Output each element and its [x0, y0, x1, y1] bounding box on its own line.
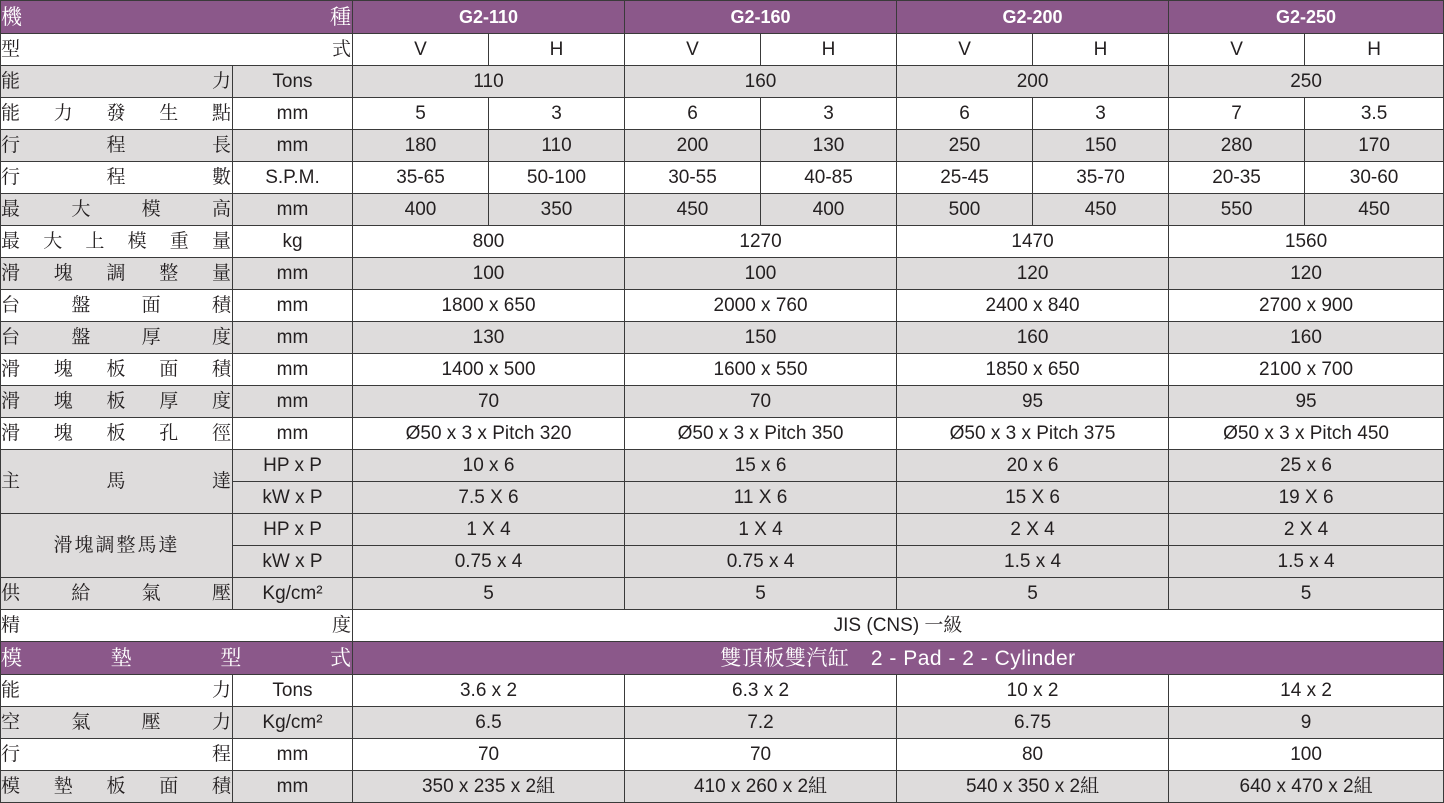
upper-die-weight-row — [1, 226, 1444, 258]
air-supply-row — [1, 578, 1444, 610]
cell: 0.75 x 4 — [625, 546, 897, 578]
cell: 2 X 4 — [1169, 514, 1444, 546]
cell: 400 — [761, 194, 897, 226]
cell: 80 — [897, 739, 1169, 771]
model-label: 機 種 — [1, 1, 353, 34]
cell: H — [489, 34, 625, 66]
row-label: 型 式 — [1, 34, 353, 66]
row-unit: mm — [233, 739, 353, 771]
cell: 5 — [1169, 578, 1444, 610]
cell: 800 — [353, 226, 625, 258]
cell: 70 — [625, 739, 897, 771]
cell: 50-100 — [489, 162, 625, 194]
bolster-area-row — [1, 290, 1444, 322]
row-unit: HP x P — [233, 514, 353, 546]
cell: 540 x 350 x 2組 — [897, 771, 1169, 803]
cell: 15 x 6 — [625, 450, 897, 482]
row-unit: mm — [233, 290, 353, 322]
cell: 6.5 — [353, 707, 625, 739]
row-unit: kW x P — [233, 482, 353, 514]
cell: 5 — [353, 578, 625, 610]
cell: 410 x 260 x 2組 — [625, 771, 897, 803]
cell: 1 X 4 — [353, 514, 625, 546]
cell: 20 x 6 — [897, 450, 1169, 482]
cell: 120 — [1169, 258, 1444, 290]
row-unit: mm — [233, 354, 353, 386]
cell: 40-85 — [761, 162, 897, 194]
row-unit: mm — [233, 418, 353, 450]
cell: 3 — [489, 98, 625, 130]
cell: 1400 x 500 — [353, 354, 625, 386]
cell: 70 — [353, 739, 625, 771]
row-unit: mm — [233, 130, 353, 162]
row-label: 行 程 — [1, 739, 233, 771]
cell: V — [897, 34, 1033, 66]
cell: 6 — [625, 98, 761, 130]
accuracy-row — [1, 610, 1444, 642]
row-unit: kg — [233, 226, 353, 258]
cell: 1600 x 550 — [625, 354, 897, 386]
cell: 2700 x 900 — [1169, 290, 1444, 322]
cell: 450 — [1033, 194, 1169, 226]
row-label: 滑塊板面積 — [1, 354, 233, 386]
cell: 7 — [1169, 98, 1305, 130]
cell: 10 x 2 — [897, 675, 1169, 707]
cell: 150 — [1033, 130, 1169, 162]
row-label: 能力發生點 — [1, 98, 233, 130]
cell: 1560 — [1169, 226, 1444, 258]
cell: 350 — [489, 194, 625, 226]
cell: 250 — [897, 130, 1033, 162]
model-name: G2-250 — [1169, 1, 1444, 34]
cell: H — [1033, 34, 1169, 66]
cell: 19 X 6 — [1169, 482, 1444, 514]
cell: 15 X 6 — [897, 482, 1169, 514]
cell: 1.5 x 4 — [1169, 546, 1444, 578]
cushion-stroke-row — [1, 739, 1444, 771]
cell: 2400 x 840 — [897, 290, 1169, 322]
type-row — [1, 34, 1444, 66]
spm-row — [1, 162, 1444, 194]
cell: 100 — [625, 258, 897, 290]
cell: 30-55 — [625, 162, 761, 194]
row-unit: Kg/cm² — [233, 707, 353, 739]
cell: 200 — [625, 130, 761, 162]
cell: 160 — [897, 322, 1169, 354]
cell: 雙頂板雙汽缸 2 - Pad - 2 - Cylinder — [353, 642, 1444, 675]
cell: 100 — [353, 258, 625, 290]
cell: 9 — [1169, 707, 1444, 739]
cell: 110 — [353, 66, 625, 98]
row-label: 最大上模重量 — [1, 226, 233, 258]
row-label: 能 力 — [1, 66, 233, 98]
row-unit: S.P.M. — [233, 162, 353, 194]
cell: 7.2 — [625, 707, 897, 739]
cell: 2100 x 700 — [1169, 354, 1444, 386]
slide-thickness-row — [1, 386, 1444, 418]
cell: 1 X 4 — [625, 514, 897, 546]
cell: Ø50 x 3 x Pitch 350 — [625, 418, 897, 450]
cell: 95 — [1169, 386, 1444, 418]
cell: 130 — [761, 130, 897, 162]
adjust-motor-hp-row — [1, 514, 1444, 546]
row-label: 台 盤 面 積 — [1, 290, 233, 322]
cell: 150 — [625, 322, 897, 354]
cell: 2 X 4 — [897, 514, 1169, 546]
cell: 6.3 x 2 — [625, 675, 897, 707]
cell: 130 — [353, 322, 625, 354]
cell: 30-60 — [1305, 162, 1444, 194]
bolster-thickness-row — [1, 322, 1444, 354]
cell: 70 — [625, 386, 897, 418]
cell: 100 — [1169, 739, 1444, 771]
die-height-row — [1, 194, 1444, 226]
cell: 5 — [897, 578, 1169, 610]
cell: 35-70 — [1033, 162, 1169, 194]
cell: 2000 x 760 — [625, 290, 897, 322]
row-unit: mm — [233, 322, 353, 354]
row-unit: mm — [233, 194, 353, 226]
cell: 550 — [1169, 194, 1305, 226]
cell: 120 — [897, 258, 1169, 290]
cell: JIS (CNS) 一級 — [353, 610, 1444, 642]
stroke-row — [1, 130, 1444, 162]
cell: 3 — [1033, 98, 1169, 130]
cell: 250 — [1169, 66, 1444, 98]
cell: 3.6 x 2 — [353, 675, 625, 707]
slide-holes-row — [1, 418, 1444, 450]
model-header-row — [1, 1, 1444, 34]
cell: 1270 — [625, 226, 897, 258]
cell: 1470 — [897, 226, 1169, 258]
row-label: 滑塊板孔徑 — [1, 418, 233, 450]
cushion-air-pressure-row — [1, 707, 1444, 739]
row-label: 模 墊 板 面 積 — [1, 771, 233, 803]
row-label: 空 氣 壓 力 — [1, 707, 233, 739]
cell: 450 — [1305, 194, 1444, 226]
cell: V — [353, 34, 489, 66]
cell: Ø50 x 3 x Pitch 375 — [897, 418, 1169, 450]
capacity-row — [1, 66, 1444, 98]
cell: 170 — [1305, 130, 1444, 162]
cell: 6.75 — [897, 707, 1169, 739]
cell: 20-35 — [1169, 162, 1305, 194]
cell: 280 — [1169, 130, 1305, 162]
cell: H — [1305, 34, 1444, 66]
main-motor-hp-row — [1, 450, 1444, 482]
row-label: 台 盤 厚 度 — [1, 322, 233, 354]
row-label: 主 馬 達 — [1, 450, 233, 514]
slide-area-row — [1, 354, 1444, 386]
row-label: 滑塊板厚度 — [1, 386, 233, 418]
row-label: 行 程 長 — [1, 130, 233, 162]
cell: Ø50 x 3 x Pitch 320 — [353, 418, 625, 450]
cell: 35-65 — [353, 162, 489, 194]
cell: 500 — [897, 194, 1033, 226]
die-cushion-header-row — [1, 642, 1444, 675]
row-unit: HP x P — [233, 450, 353, 482]
row-unit: Tons — [233, 675, 353, 707]
cell: 180 — [353, 130, 489, 162]
slide-adjust-row — [1, 258, 1444, 290]
row-unit: mm — [233, 98, 353, 130]
row-label: 供 給 氣 壓 — [1, 578, 233, 610]
cell: 110 — [489, 130, 625, 162]
row-unit: mm — [233, 386, 353, 418]
row-unit: kW x P — [233, 546, 353, 578]
row-unit: Kg/cm² — [233, 578, 353, 610]
cell: 3.5 — [1305, 98, 1444, 130]
rated-point-row — [1, 98, 1444, 130]
cell: V — [1169, 34, 1305, 66]
cell: 400 — [353, 194, 489, 226]
cell: 1.5 x 4 — [897, 546, 1169, 578]
row-unit: mm — [233, 258, 353, 290]
model-name: G2-200 — [897, 1, 1169, 34]
cell: 25-45 — [897, 162, 1033, 194]
row-unit: Tons — [233, 66, 353, 98]
cell: 14 x 2 — [1169, 675, 1444, 707]
cell: 200 — [897, 66, 1169, 98]
row-unit: mm — [233, 771, 353, 803]
cell: 1800 x 650 — [353, 290, 625, 322]
cell: 95 — [897, 386, 1169, 418]
cell: 160 — [625, 66, 897, 98]
cell: 160 — [1169, 322, 1444, 354]
cushion-pad-area-row — [1, 771, 1444, 803]
row-label: 精 度 — [1, 610, 353, 642]
cell: 25 x 6 — [1169, 450, 1444, 482]
row-label: 滑塊調整馬達 — [1, 514, 233, 578]
cell: 10 x 6 — [353, 450, 625, 482]
cell: V — [625, 34, 761, 66]
cell: 0.75 x 4 — [353, 546, 625, 578]
cell: 11 X 6 — [625, 482, 897, 514]
row-label: 最 大 模 高 — [1, 194, 233, 226]
row-label: 能 力 — [1, 675, 233, 707]
cell: 350 x 235 x 2組 — [353, 771, 625, 803]
cell: 3 — [761, 98, 897, 130]
row-label: 模 墊 型 式 — [1, 642, 353, 675]
cell: 450 — [625, 194, 761, 226]
cell: 5 — [625, 578, 897, 610]
cell: 70 — [353, 386, 625, 418]
row-label: 行 程 數 — [1, 162, 233, 194]
cushion-capacity-row — [1, 675, 1444, 707]
cell: Ø50 x 3 x Pitch 450 — [1169, 418, 1444, 450]
cell: 6 — [897, 98, 1033, 130]
row-label: 滑塊調整量 — [1, 258, 233, 290]
cell: 7.5 X 6 — [353, 482, 625, 514]
cell: H — [761, 34, 897, 66]
model-name: G2-160 — [625, 1, 897, 34]
cell: 1850 x 650 — [897, 354, 1169, 386]
model-name: G2-110 — [353, 1, 625, 34]
cell: 5 — [353, 98, 489, 130]
cell: 640 x 470 x 2組 — [1169, 771, 1444, 803]
